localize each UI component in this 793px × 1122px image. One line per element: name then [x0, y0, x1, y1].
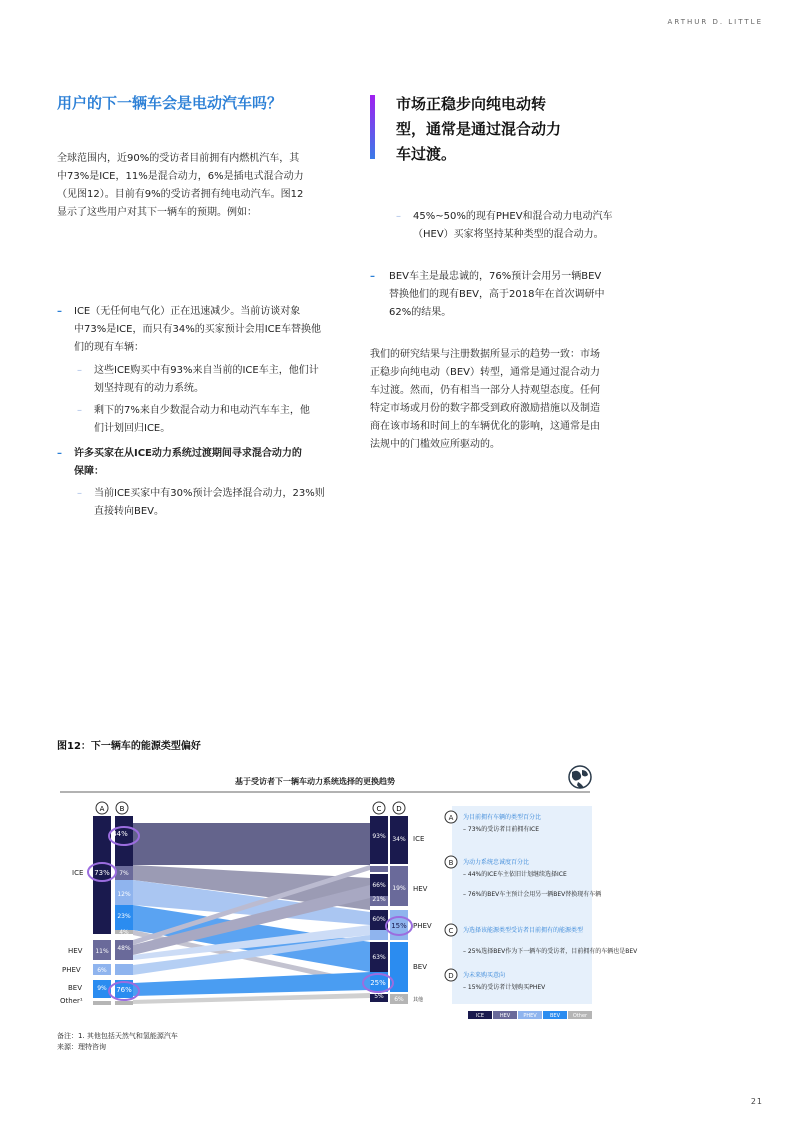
- chart-text-vA2: 6%: [97, 967, 107, 974]
- brand-name: ARTHUR D. LITTLE: [667, 18, 763, 26]
- chart-text-mkC: C: [376, 805, 382, 813]
- chart-text-kDt: 为未来购买意向: [463, 972, 506, 979]
- current-labels: [60, 869, 83, 1005]
- chart-text-lblPHEV: PHEV: [62, 966, 81, 974]
- chart-text-kB0: – 44%的ICE车主依旧计划继续选择ICE: [463, 871, 567, 878]
- chart-text-mkA: A: [99, 805, 105, 813]
- chart-title: 基于受访者下一辆车动力系统选择的更换趋势: [235, 777, 395, 786]
- intro-paragraph: 全球范围内，近90%的受访者目前拥有内燃机汽车，其 中73%是ICE，11%是混合动力，6%是插电式混合动力 （见图12）。目前有9%的受访者拥有纯电动汽车。图12 显示了这些用户对其下一辆车的预期。例如：: [57, 153, 304, 218]
- next-labels: [413, 835, 432, 1003]
- bullet-hybrid-transition: – 许多买家在从ICE动力系统过渡期间寻求混合动力的 保障：: [57, 448, 302, 477]
- chart-text-vB0: 44%: [112, 830, 128, 838]
- chart-text-mkB: B: [119, 805, 125, 813]
- chart-text-kD: D: [448, 972, 454, 980]
- chart-text-vD2: 15%: [391, 922, 407, 930]
- chart-text-rOTHER: 其他: [413, 997, 424, 1003]
- chart-text-vC2: 21%: [372, 896, 386, 903]
- chart-text-vB2: 12%: [117, 891, 131, 898]
- chart-text-vB4: 4%: [119, 929, 129, 936]
- flow-bev-bev: [133, 972, 370, 996]
- chart-text-kA0: – 73%的受访者目前拥有ICE: [463, 826, 539, 833]
- chart-text-lblBEV: BEV: [68, 984, 83, 992]
- column-d-bars: [390, 816, 408, 1004]
- chart-text-kA: A: [448, 814, 454, 822]
- column-a-bars: [93, 816, 111, 1005]
- chart-text-rICE: ICE: [413, 835, 425, 843]
- legend: [468, 1011, 592, 1019]
- chart-text-rHEV: HEV: [413, 885, 428, 893]
- chart-text-kB: B: [448, 859, 454, 867]
- sub-bullet-ice-owners: – 这些ICE购买中有93%来自当前的ICE车主，他们计 划坚持现有的动力系统。: [77, 365, 319, 394]
- chart-text-vA0: 73%: [94, 869, 110, 877]
- page-number: 21: [750, 1097, 763, 1106]
- bullet-ice-decline: – ICE（无任何电气化）正在迅速减少。当前访谈对象 中73%是ICE，而只有34%的买家预计会用ICE车替换他 们的现有车辆：: [57, 306, 321, 353]
- chart-text-vB1: 7%: [119, 870, 129, 877]
- globe-icon: [569, 766, 591, 788]
- chart-text-vB5: 48%: [117, 945, 131, 952]
- chart-text-lblHEV: HEV: [68, 947, 83, 955]
- chart-text-rPHEV: PHEV: [413, 922, 432, 930]
- chart-text-lg2: PHEV: [523, 1013, 537, 1019]
- chart-text-mkD: D: [396, 805, 402, 813]
- chart-text-vC_bev: 25%: [370, 979, 386, 987]
- trend-paragraph: 我们的研究结果与注册数据所显示的趋势一致：市场 正稳步向纯电动（BEV）转型，通常是通过混合动力 车过渡。然而，仍有相当一部分人持观望态度。任何 特定市场或月份的数字都受到政府激励措施以及制造 商在该市场和时间上的车辆优化的影响，这通常是由 法规中的门槛效应所驱动的。: [370, 349, 601, 450]
- flow-ice-ice: [133, 823, 370, 865]
- chart-text-vA1: 11%: [95, 948, 109, 955]
- bar-c-ice: [370, 816, 388, 864]
- chart-text-vC3: 60%: [372, 916, 386, 923]
- chart-text-lg1: HEV: [499, 1013, 511, 1019]
- bar-b-other: [115, 1001, 133, 1005]
- chart-text-lg3: BEV: [549, 1013, 561, 1019]
- figure-notes: 备注：1. 其他包括天然气和氢能源汽车 来源：理特咨询: [57, 1032, 178, 1051]
- chart-text-kAt: 为目前拥有车辆的类型百分比: [463, 814, 542, 821]
- bullet-bev-loyal: – BEV车主是最忠诚的，76%预计会用另一辆BEV 替换他们的现有BEV，高于2018年在首次调研中 62%的结果。: [370, 271, 605, 318]
- figure-title: 图12：下一辆车的能源类型偏好: [57, 741, 201, 752]
- bar-a-other: [93, 1001, 111, 1005]
- bar-b-phev: [115, 964, 133, 975]
- chart-text-vA3: 9%: [97, 985, 107, 992]
- pull-quote: 市场正稳步向纯电动转 型，通常是通过混合动力 车过渡。: [396, 95, 562, 163]
- chart-text-vB6: 76%: [116, 986, 132, 994]
- chart-text-kC0: – 25%选择BEV作为下一辆车的受访者，目前拥有的车辆也是BEV: [463, 948, 638, 955]
- chart-text-vD0: 34%: [392, 836, 406, 843]
- chart-text-rBEV: BEV: [413, 963, 428, 971]
- chart-text-kBt: 为动力系统忠诚度百分比: [463, 859, 530, 866]
- chart-text-vD1: 19%: [392, 885, 406, 892]
- chart-text-vC0: 93%: [372, 833, 386, 840]
- chart-text-vC1: 66%: [372, 882, 386, 889]
- chart-text-vC4: 63%: [372, 954, 386, 961]
- section-heading: 用户的下一辆车会是电动汽车吗？: [57, 94, 283, 112]
- chart-text-vD4: 6%: [394, 996, 404, 1003]
- chart-text-kC: C: [448, 927, 454, 935]
- chart-text-vB3: 23%: [117, 913, 131, 920]
- sub-bullet-return-ice: – 剩下的7%来自少数混合动力和电动汽车车主，他 们计划回归ICE。: [77, 405, 310, 434]
- chart-text-vC5: 5%: [374, 993, 384, 1000]
- chart-text-kD0: – 15%的受访者计划购买PHEV: [463, 984, 546, 991]
- chart-text-kB1: – 76%的BEV车主预计会用另一辆BEV替换现有车辆: [463, 891, 602, 898]
- sankey-flows: [133, 823, 370, 1004]
- sub-bullet-ice-buyers: – 当前ICE买家中有30%预计会选择混合动力，23%则 直接转向BEV。: [77, 488, 325, 517]
- chart-text-kCt: 为选择该能源类型受访者目前拥有的能源类型: [463, 927, 584, 934]
- bar-b-ice-ice: [115, 816, 133, 866]
- chart-text-lblOTHER: Other¹: [60, 997, 83, 1005]
- chart-text-lg0: ICE: [475, 1013, 485, 1019]
- sub-bullet-hybrid-loyal: – 45%~50%的现有PHEV和混合动力电动汽车 （HEV）买家将坚持某种类型的混合动力。: [396, 211, 613, 240]
- chart-text-lblICE: ICE: [72, 869, 84, 877]
- chart-text-lg4: Other: [572, 1013, 588, 1019]
- column-markers: [96, 802, 405, 814]
